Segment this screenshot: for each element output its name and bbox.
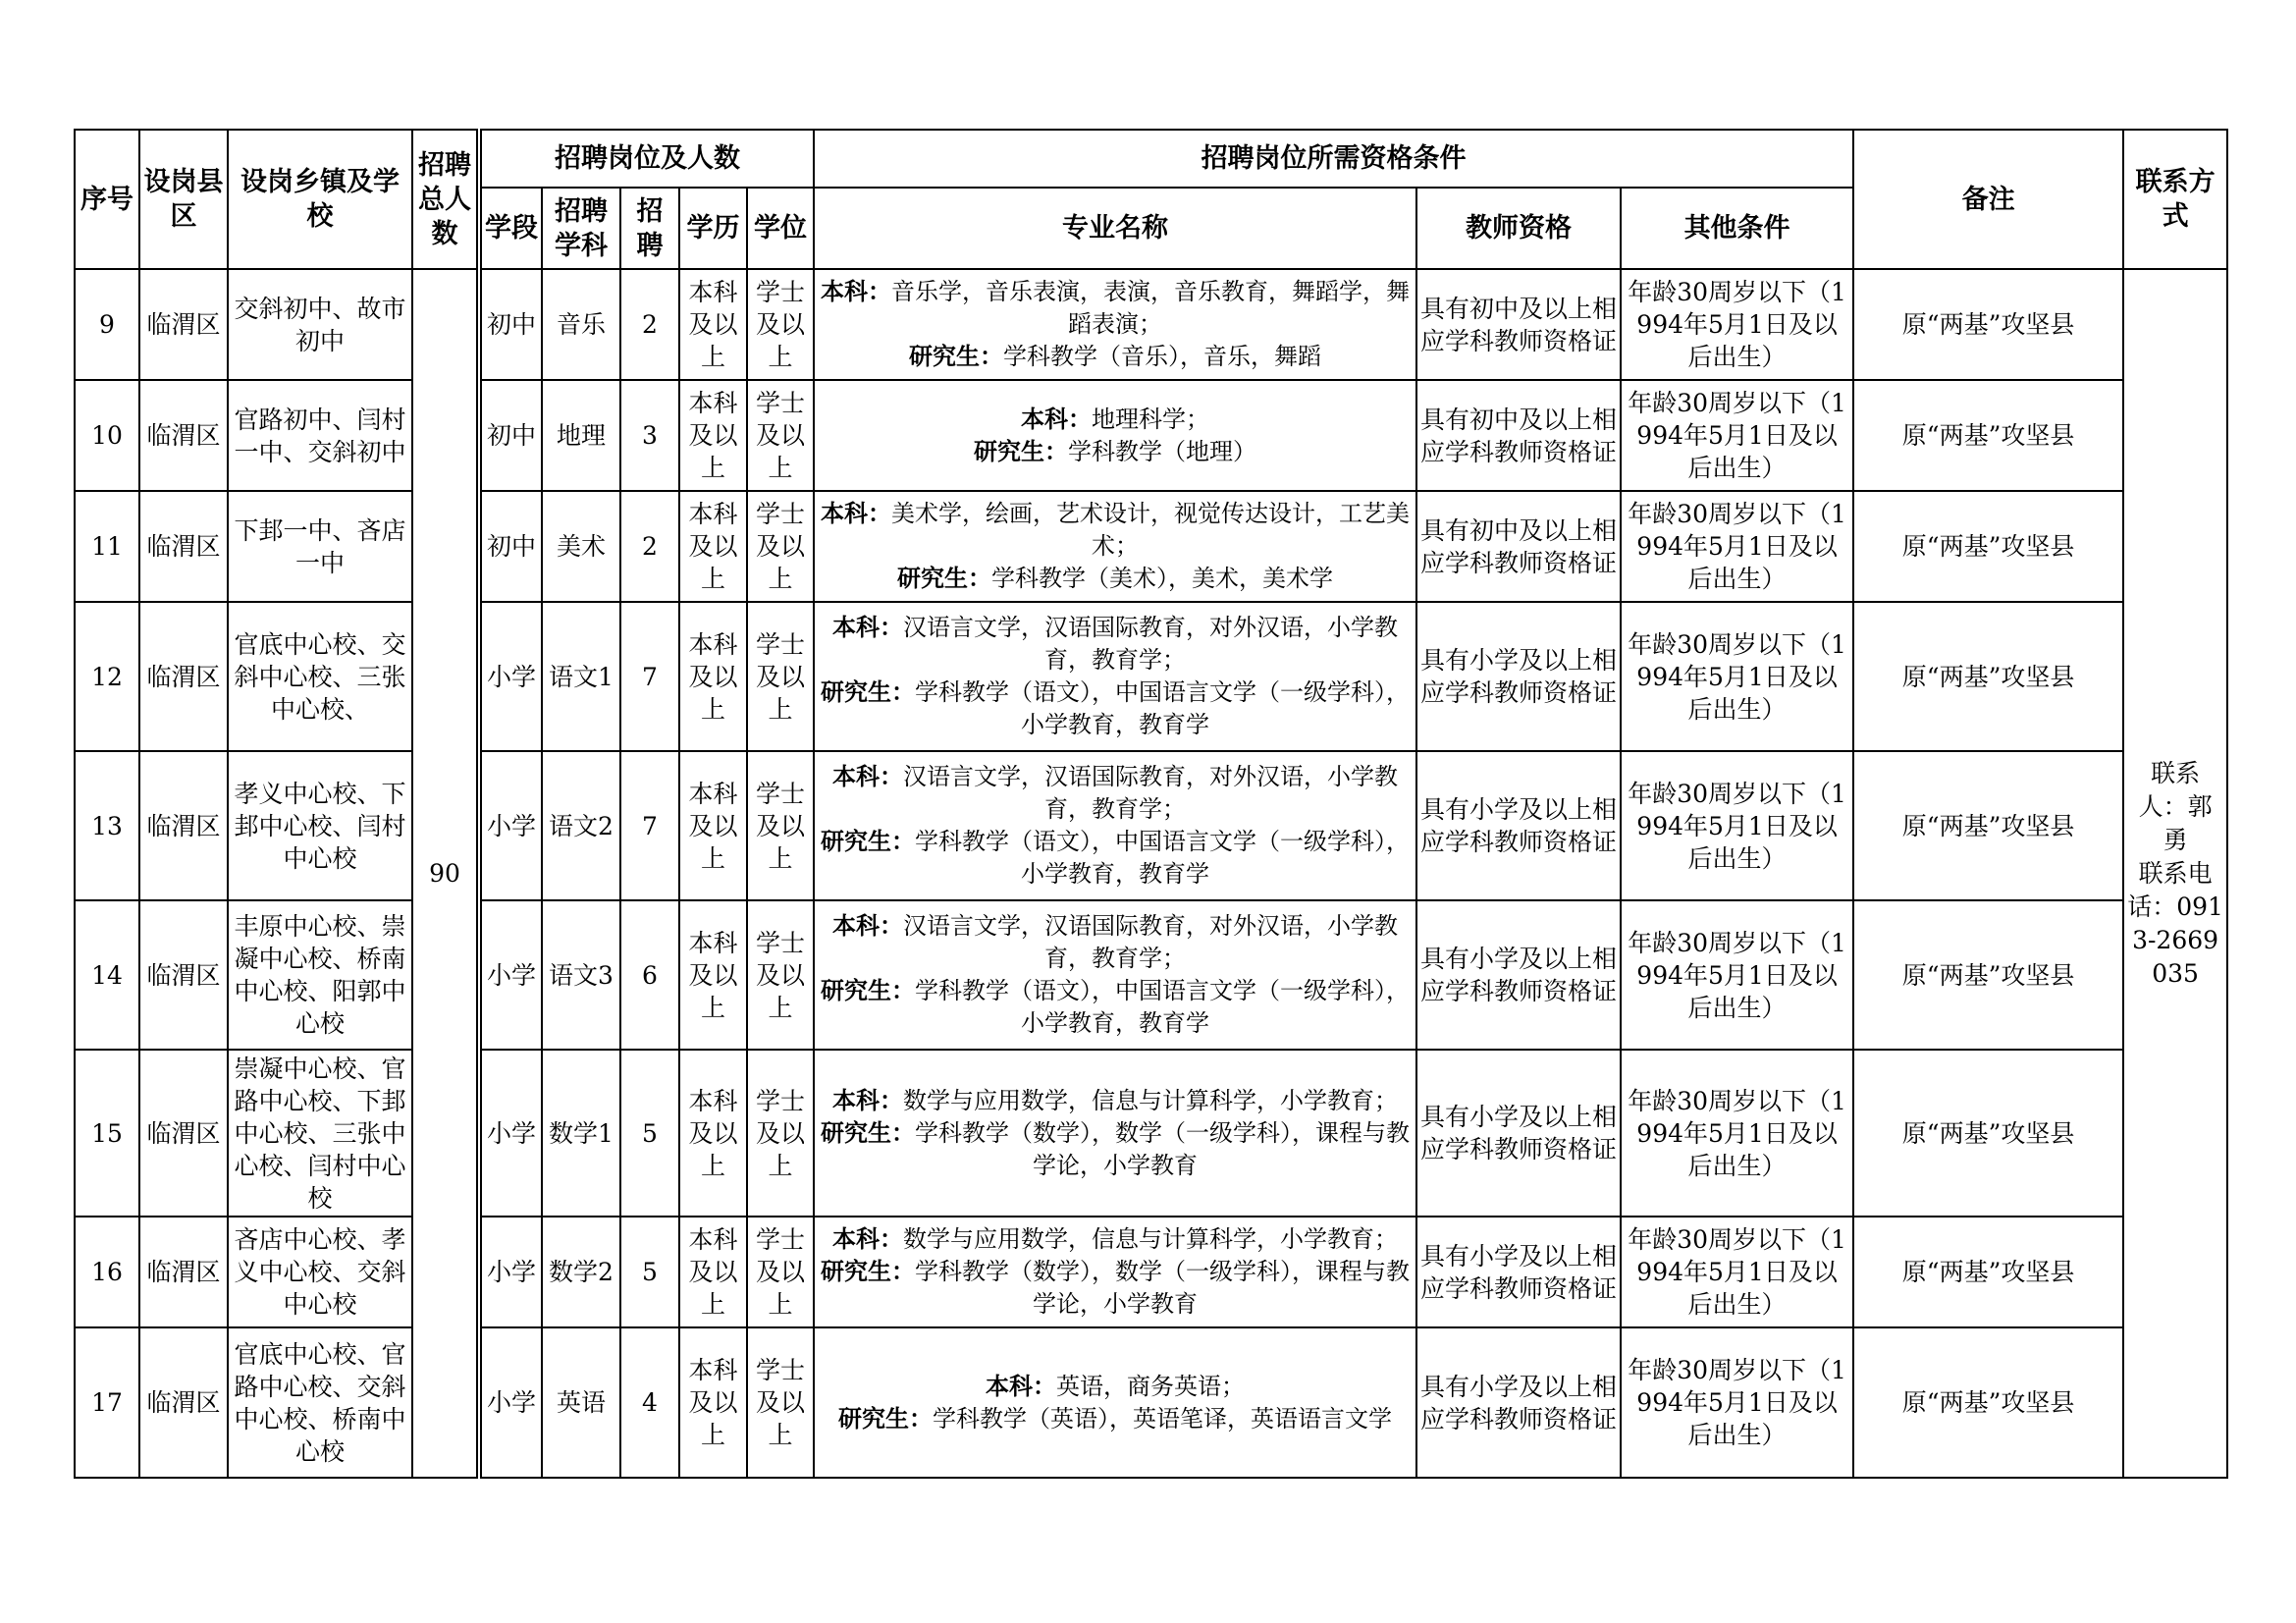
- major-postgrad-list: 学科教学（英语），英语笔译，英语语言文学: [933, 1404, 1393, 1433]
- cell-education: 本科及以上: [679, 1050, 747, 1217]
- cell-count: 2: [620, 491, 679, 602]
- major-postgrad-label: 研究生：: [974, 437, 1069, 465]
- cell-teacher-cert: 具有小学及以上相应学科教师资格证: [1416, 751, 1621, 900]
- header-teacher-cert: 教师资格: [1416, 188, 1621, 269]
- cell-remark: 原“两基”攻坚县: [1853, 380, 2123, 491]
- table-row: [75, 1217, 2227, 1327]
- header-education: 学历: [679, 188, 747, 269]
- cell-degree: 学士及以上: [747, 751, 814, 900]
- cell-school: 下邽一中、吝店一中: [228, 491, 412, 602]
- cell-major: [814, 491, 1416, 602]
- cell-stage: 小学: [481, 602, 542, 751]
- cell-stage: 初中: [481, 380, 542, 491]
- cell-county: 临渭区: [139, 269, 228, 380]
- cell-education: 本科及以上: [679, 602, 747, 751]
- cell-remark: 原“两基”攻坚县: [1853, 269, 2123, 380]
- table-body: [75, 269, 2227, 1478]
- cell-school: 官底中心校、官路中心校、交斜中心校、桥南中心校: [228, 1327, 412, 1478]
- cell-count: 5: [620, 1050, 679, 1217]
- major-undergrad-label: 本科：: [832, 1086, 904, 1114]
- table-row: [75, 269, 2227, 380]
- table-row: [75, 380, 2227, 491]
- cell-count: 7: [620, 751, 679, 900]
- cell-count: 2: [620, 269, 679, 380]
- table-row: [75, 602, 2227, 751]
- cell-remark: 原“两基”攻坚县: [1853, 491, 2123, 602]
- cell-stage: 小学: [481, 1217, 542, 1327]
- major-postgrad-list: 学科教学（地理）: [1068, 437, 1257, 465]
- cell-degree: 学士及以上: [747, 269, 814, 380]
- cell-stage: 初中: [481, 269, 542, 380]
- header-major: 专业名称: [814, 188, 1416, 269]
- cell-seq: 17: [75, 1327, 139, 1478]
- cell-county: 临渭区: [139, 1327, 228, 1478]
- major-undergrad-list: 数学与应用数学，信息与计算科学，小学教育；: [903, 1225, 1399, 1253]
- cell-subject: 美术: [542, 491, 620, 602]
- cell-stage: 小学: [481, 1050, 542, 1217]
- cell-subject: 数学2: [542, 1217, 620, 1327]
- cell-teacher-cert: 具有初中及以上相应学科教师资格证: [1416, 491, 1621, 602]
- major-postgrad-list: 学科教学（数学），数学（一级学科），课程与教学论，小学教育: [915, 1118, 1411, 1179]
- cell-other-conditions: 年龄30周岁以下（1994年5月1日及以后出生）: [1621, 1050, 1853, 1217]
- cell-remark: 原“两基”攻坚县: [1853, 602, 2123, 751]
- cell-degree: 学士及以上: [747, 1327, 814, 1478]
- major-undergrad-list: 数学与应用数学，信息与计算科学，小学教育；: [903, 1086, 1399, 1114]
- cell-other-conditions: 年龄30周岁以下（1994年5月1日及以后出生）: [1621, 751, 1853, 900]
- cell-school: 吝店中心校、孝义中心校、交斜中心校: [228, 1217, 412, 1327]
- major-undergrad-label: 本科：: [1021, 405, 1093, 433]
- cell-seq: 12: [75, 602, 139, 751]
- cell-degree: 学士及以上: [747, 602, 814, 751]
- cell-education: 本科及以上: [679, 1327, 747, 1478]
- table-row: [75, 900, 2227, 1050]
- cell-degree: 学士及以上: [747, 900, 814, 1050]
- table-row: [75, 491, 2227, 602]
- cell-subject: 英语: [542, 1327, 620, 1478]
- cell-county: 临渭区: [139, 380, 228, 491]
- cell-seq: 11: [75, 491, 139, 602]
- recruitment-table: [74, 129, 2228, 1479]
- cell-county: 临渭区: [139, 491, 228, 602]
- major-undergrad-list: 地理科学；: [1092, 405, 1210, 433]
- cell-major: [814, 602, 1416, 751]
- cell-seq: 9: [75, 269, 139, 380]
- cell-school: 崇凝中心校、官路中心校、下邽中心校、三张中心校、闫村中心校: [228, 1050, 412, 1217]
- major-undergrad-list: 汉语言文学，汉语国际教育，对外汉语，小学教育，教育学；: [903, 614, 1399, 674]
- cell-school: 丰原中心校、崇凝中心校、桥南中心校、阳郭中心校: [228, 900, 412, 1050]
- cell-major: [814, 1327, 1416, 1478]
- cell-degree: 学士及以上: [747, 491, 814, 602]
- cell-education: 本科及以上: [679, 491, 747, 602]
- cell-major: [814, 269, 1416, 380]
- cell-total: 90: [412, 269, 477, 1478]
- major-postgrad-label: 研究生：: [821, 1118, 916, 1147]
- major-postgrad-list: 学科教学（数学），数学（一级学科），课程与教学论，小学教育: [915, 1258, 1411, 1318]
- cell-seq: 13: [75, 751, 139, 900]
- cell-other-conditions: 年龄30周岁以下（1994年5月1日及以后出生）: [1621, 900, 1853, 1050]
- major-undergrad-list: 汉语言文学，汉语国际教育，对外汉语，小学教育，教育学；: [903, 763, 1399, 823]
- major-undergrad-label: 本科：: [821, 278, 892, 305]
- header-remark: 备注: [1853, 130, 2123, 269]
- cell-school: 交斜初中、故市初中: [228, 269, 412, 380]
- header-degree: 学位: [747, 188, 814, 269]
- major-postgrad-list: 学科教学（美术），美术，美术学: [991, 565, 1334, 592]
- cell-degree: 学士及以上: [747, 1050, 814, 1217]
- header-count: 招聘: [620, 188, 679, 269]
- cell-education: 本科及以上: [679, 269, 747, 380]
- header-positions-group: 招聘岗位及人数: [481, 130, 814, 188]
- cell-count: 6: [620, 900, 679, 1050]
- cell-subject: 语文3: [542, 900, 620, 1050]
- cell-education: 本科及以上: [679, 1217, 747, 1327]
- cell-county: 临渭区: [139, 1050, 228, 1217]
- cell-major: [814, 1050, 1416, 1217]
- major-undergrad-list: 音乐学，音乐表演，表演，音乐教育，舞蹈学，舞蹈表演；: [891, 278, 1411, 338]
- cell-remark: 原“两基”攻坚县: [1853, 1217, 2123, 1327]
- cell-teacher-cert: 具有小学及以上相应学科教师资格证: [1416, 900, 1621, 1050]
- cell-stage: 小学: [481, 1327, 542, 1478]
- cell-county: 临渭区: [139, 751, 228, 900]
- cell-count: 5: [620, 1217, 679, 1327]
- cell-county: 临渭区: [139, 1217, 228, 1327]
- header-stage: 学段: [481, 188, 542, 269]
- cell-major: [814, 1217, 1416, 1327]
- cell-seq: 10: [75, 380, 139, 491]
- major-undergrad-list: 英语，商务英语；: [1056, 1372, 1246, 1400]
- cell-seq: 14: [75, 900, 139, 1050]
- cell-county: 临渭区: [139, 900, 228, 1050]
- cell-stage: 小学: [481, 751, 542, 900]
- cell-subject: 语文1: [542, 602, 620, 751]
- cell-remark: 原“两基”攻坚县: [1853, 751, 2123, 900]
- major-undergrad-label: 本科：: [832, 1225, 904, 1253]
- header-other: 其他条件: [1621, 188, 1853, 269]
- cell-major: [814, 900, 1416, 1050]
- major-postgrad-list: 学科教学（音乐），音乐，舞蹈: [1003, 343, 1322, 370]
- cell-remark: 原“两基”攻坚县: [1853, 1327, 2123, 1478]
- major-postgrad-label: 研究生：: [821, 1258, 916, 1285]
- header-contact: 联系方式: [2123, 130, 2227, 269]
- cell-stage: 初中: [481, 491, 542, 602]
- cell-teacher-cert: 具有小学及以上相应学科教师资格证: [1416, 1327, 1621, 1478]
- cell-remark: 原“两基”攻坚县: [1853, 900, 2123, 1050]
- cell-major: [814, 380, 1416, 491]
- major-undergrad-label: 本科：: [832, 912, 904, 940]
- major-postgrad-label: 研究生：: [821, 678, 916, 706]
- cell-education: 本科及以上: [679, 900, 747, 1050]
- cell-remark: 原“两基”攻坚县: [1853, 1050, 2123, 1217]
- header-total: 招聘总人数: [412, 130, 477, 269]
- major-postgrad-label: 研究生：: [897, 565, 992, 592]
- major-postgrad-label: 研究生：: [909, 343, 1004, 370]
- cell-subject: 音乐: [542, 269, 620, 380]
- cell-teacher-cert: 具有初中及以上相应学科教师资格证: [1416, 380, 1621, 491]
- cell-other-conditions: 年龄30周岁以下（1994年5月1日及以后出生）: [1621, 1217, 1853, 1327]
- major-postgrad-list: 学科教学（语文），中国语言文学（一级学科），小学教育，教育学: [915, 678, 1411, 738]
- cell-teacher-cert: 具有小学及以上相应学科教师资格证: [1416, 1050, 1621, 1217]
- header-county: 设岗县区: [139, 130, 228, 269]
- header-qualification-group: 招聘岗位所需资格条件: [814, 130, 1853, 188]
- cell-teacher-cert: 具有小学及以上相应学科教师资格证: [1416, 1217, 1621, 1327]
- cell-major: [814, 751, 1416, 900]
- major-undergrad-label: 本科：: [832, 763, 904, 790]
- major-undergrad-label: 本科：: [986, 1372, 1057, 1400]
- cell-count: 4: [620, 1327, 679, 1478]
- contact-person: 联系人：郭勇: [2138, 758, 2213, 854]
- major-postgrad-label: 研究生：: [821, 828, 916, 855]
- header-seq: 序号: [75, 130, 139, 269]
- cell-other-conditions: 年龄30周岁以下（1994年5月1日及以后出生）: [1621, 380, 1853, 491]
- table-row: [75, 751, 2227, 900]
- cell-degree: 学士及以上: [747, 1217, 814, 1327]
- table-row: [75, 1050, 2227, 1217]
- cell-teacher-cert: 具有小学及以上相应学科教师资格证: [1416, 602, 1621, 751]
- major-postgrad-list: 学科教学（语文），中国语言文学（一级学科），小学教育，教育学: [915, 977, 1411, 1037]
- cell-education: 本科及以上: [679, 751, 747, 900]
- major-postgrad-list: 学科教学（语文），中国语言文学（一级学科），小学教育，教育学: [915, 828, 1411, 888]
- cell-other-conditions: 年龄30周岁以下（1994年5月1日及以后出生）: [1621, 1327, 1853, 1478]
- cell-teacher-cert: 具有初中及以上相应学科教师资格证: [1416, 269, 1621, 380]
- cell-school: 官路初中、闫村一中、交斜初中: [228, 380, 412, 491]
- cell-subject: 地理: [542, 380, 620, 491]
- cell-degree: 学士及以上: [747, 380, 814, 491]
- table-row: [75, 1327, 2227, 1478]
- cell-count: 3: [620, 380, 679, 491]
- header-school: 设岗乡镇及学校: [228, 130, 412, 269]
- cell-county: 临渭区: [139, 602, 228, 751]
- cell-other-conditions: 年龄30周岁以下（1994年5月1日及以后出生）: [1621, 269, 1853, 380]
- cell-stage: 小学: [481, 900, 542, 1050]
- major-postgrad-label: 研究生：: [821, 977, 916, 1004]
- major-undergrad-label: 本科：: [832, 614, 904, 641]
- cell-school: 官底中心校、交斜中心校、三张中心校、: [228, 602, 412, 751]
- cell-other-conditions: 年龄30周岁以下（1994年5月1日及以后出生）: [1621, 602, 1853, 751]
- cell-count: 7: [620, 602, 679, 751]
- cell-contact: [2123, 269, 2227, 1478]
- major-undergrad-label: 本科：: [821, 500, 892, 527]
- cell-subject: 语文2: [542, 751, 620, 900]
- cell-seq: 16: [75, 1217, 139, 1327]
- header-subject: 招聘学科: [542, 188, 620, 269]
- major-undergrad-list: 汉语言文学，汉语国际教育，对外汉语，小学教育，教育学；: [903, 912, 1399, 972]
- cell-education: 本科及以上: [679, 380, 747, 491]
- cell-subject: 数学1: [542, 1050, 620, 1217]
- cell-school: 孝义中心校、下邽中心校、闫村中心校: [228, 751, 412, 900]
- major-postgrad-label: 研究生：: [838, 1404, 934, 1433]
- cell-other-conditions: 年龄30周岁以下（1994年5月1日及以后出生）: [1621, 491, 1853, 602]
- contact-phone: 联系电话：0913-2669035: [2127, 858, 2223, 988]
- major-undergrad-list: 美术学，绘画，艺术设计，视觉传达设计，工艺美术；: [891, 500, 1411, 560]
- cell-seq: 15: [75, 1050, 139, 1217]
